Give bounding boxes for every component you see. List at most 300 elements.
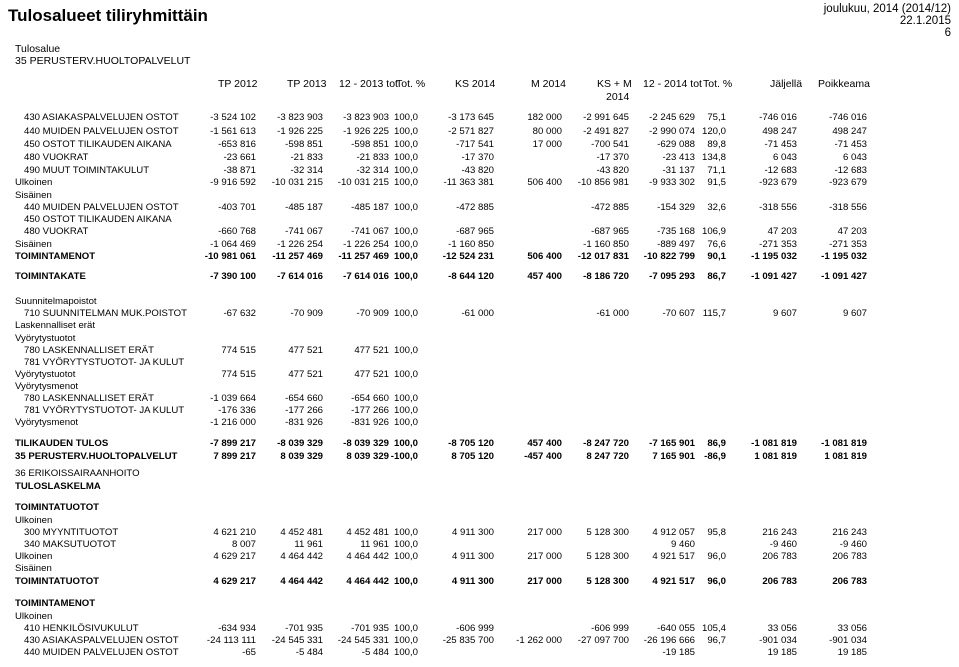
cell-value: 506 400 bbox=[527, 177, 562, 188]
cell-value: -687 965 bbox=[456, 226, 494, 237]
row-label: TULOSLASKELMA bbox=[15, 481, 101, 492]
table-row bbox=[0, 598, 959, 610]
table-row bbox=[0, 202, 959, 214]
cell-value: -5 484 bbox=[295, 647, 323, 658]
cell-value: 774 515 bbox=[221, 345, 256, 356]
cell-value: 86,7 bbox=[707, 271, 726, 282]
cell-value: 4 912 057 bbox=[652, 527, 695, 538]
cell-value: -65 bbox=[242, 647, 256, 658]
cell-value: -71 453 bbox=[764, 139, 797, 150]
cell-value: 100,0 bbox=[393, 438, 418, 449]
cell-value: -2 491 827 bbox=[583, 126, 629, 137]
cell-value: -21 833 bbox=[356, 152, 389, 163]
cell-value: -7 614 016 bbox=[343, 271, 389, 282]
cell-value: -10 822 799 bbox=[643, 251, 695, 262]
cell-value: 182 000 bbox=[527, 112, 562, 123]
cell-value: -86,9 bbox=[704, 451, 726, 462]
cell-value: -67 632 bbox=[223, 308, 256, 319]
col-header: 12 - 2013 tot bbox=[339, 78, 398, 90]
cell-value: 477 521 bbox=[288, 345, 323, 356]
table-row bbox=[0, 320, 959, 332]
cell-value: 80 000 bbox=[532, 126, 562, 137]
cell-value: -901 034 bbox=[829, 635, 867, 646]
cell-value: 217 000 bbox=[527, 527, 562, 538]
cell-value: -19 185 bbox=[662, 647, 695, 658]
cell-value: -61 000 bbox=[596, 308, 629, 319]
row-label: 780 LASKENNALLISET ERÄT bbox=[24, 345, 154, 356]
cell-value: -735 168 bbox=[657, 226, 695, 237]
table-row bbox=[0, 623, 959, 635]
cell-value: -25 835 700 bbox=[442, 635, 494, 646]
subtitle-line-2: 35 PERUSTERV.HUOLTOPALVELUT bbox=[15, 55, 191, 67]
cell-value: -701 935 bbox=[285, 623, 323, 634]
cell-value: 100,0 bbox=[393, 417, 418, 428]
table-row bbox=[0, 333, 959, 345]
row-label: 430 ASIAKASPALVELUJEN OSTOT bbox=[24, 635, 179, 646]
row-label: 450 OSTOT TILIKAUDEN AIKANA bbox=[24, 214, 172, 225]
cell-value: -26 196 666 bbox=[643, 635, 695, 646]
cell-value: -10 031 215 bbox=[337, 177, 389, 188]
cell-value: -598 851 bbox=[351, 139, 389, 150]
cell-value: 5 128 300 bbox=[586, 576, 629, 587]
row-label: Vyörytystuotot bbox=[15, 369, 76, 380]
table-row bbox=[0, 308, 959, 320]
cell-value: 100,0 bbox=[393, 647, 418, 658]
cell-value: 76,6 bbox=[707, 239, 726, 250]
cell-value: -318 556 bbox=[759, 202, 797, 213]
cell-value: -485 187 bbox=[351, 202, 389, 213]
cell-value: 95,8 bbox=[707, 527, 726, 538]
cell-value: 100,0 bbox=[393, 226, 418, 237]
cell-value: 8 039 329 bbox=[346, 451, 389, 462]
row-label: 480 VUOKRAT bbox=[24, 226, 89, 237]
cell-value: 206 783 bbox=[832, 576, 867, 587]
col-header: Poikkeama bbox=[818, 78, 870, 90]
table-row bbox=[0, 271, 959, 283]
table-row bbox=[0, 190, 959, 202]
cell-value: 100,0 bbox=[393, 576, 418, 587]
cell-value: -100,0 bbox=[390, 451, 418, 462]
cell-value: -23 661 bbox=[223, 152, 256, 163]
cell-value: -7 165 901 bbox=[649, 438, 695, 449]
cell-value: -177 266 bbox=[351, 405, 389, 416]
cell-value: 134,8 bbox=[701, 152, 726, 163]
cell-value: -2 245 629 bbox=[649, 112, 695, 123]
cell-value: -3 173 645 bbox=[448, 112, 494, 123]
cell-value: 100,0 bbox=[393, 623, 418, 634]
row-label: TOIMINTATUOTOT bbox=[15, 576, 100, 587]
row-label: Ulkoinen bbox=[15, 177, 53, 188]
cell-value: -1 195 032 bbox=[821, 251, 867, 262]
cell-value: 86,9 bbox=[707, 438, 726, 449]
cell-value: 17 000 bbox=[532, 139, 562, 150]
report-subtitle bbox=[15, 43, 190, 67]
row-label: Vyörytysmenot bbox=[15, 417, 79, 428]
cell-value: -8 247 720 bbox=[583, 438, 629, 449]
cell-value: -70 607 bbox=[662, 308, 695, 319]
cell-value: -24 545 331 bbox=[337, 635, 389, 646]
cell-value: 774 515 bbox=[221, 369, 256, 380]
cell-value: -8 039 329 bbox=[343, 438, 389, 449]
cell-value: -1 926 225 bbox=[343, 126, 389, 137]
row-label: 440 MUIDEN PALVELUJEN OSTOT bbox=[24, 202, 179, 213]
cell-value: -12 017 831 bbox=[577, 251, 629, 262]
row-label: 781 VYÖRYTYSTUOTOT- JA KULUT bbox=[24, 405, 185, 416]
table-row bbox=[0, 239, 959, 251]
cell-value: 8 007 bbox=[231, 539, 256, 550]
cell-value: -12 683 bbox=[764, 165, 797, 176]
row-label: 710 SUUNNITELMAN MUK.POISTOT bbox=[24, 308, 187, 319]
cell-value: 217 000 bbox=[527, 551, 562, 562]
cell-value: -27 097 700 bbox=[577, 635, 629, 646]
cell-value: -61 000 bbox=[461, 308, 494, 319]
cell-value: 4 464 442 bbox=[346, 551, 389, 562]
cell-value: 71,1 bbox=[707, 165, 726, 176]
cell-value: 19 185 bbox=[767, 647, 797, 658]
table-row bbox=[0, 635, 959, 647]
cell-value: -43 820 bbox=[596, 165, 629, 176]
cell-value: 96,7 bbox=[707, 635, 726, 646]
cell-value: -741 067 bbox=[351, 226, 389, 237]
cell-value: -3 823 903 bbox=[343, 112, 389, 123]
cell-value: 91,5 bbox=[707, 177, 726, 188]
row-label: TOIMINTAMENOT bbox=[15, 251, 96, 262]
cell-value: 100,0 bbox=[393, 539, 418, 550]
cell-value: 33 056 bbox=[767, 623, 797, 634]
cell-value: -5 484 bbox=[361, 647, 389, 658]
row-label: Vyörytystuotot bbox=[15, 333, 76, 344]
cell-value: -741 067 bbox=[285, 226, 323, 237]
cell-value: -24 113 111 bbox=[206, 635, 256, 646]
cell-value: -10 981 061 bbox=[204, 251, 256, 262]
date-line-2: 22.1.2015 bbox=[899, 15, 951, 27]
cell-value: 100,0 bbox=[393, 112, 418, 123]
cell-value: 120,0 bbox=[701, 126, 726, 137]
cell-value: -8 186 720 bbox=[583, 271, 629, 282]
table-row bbox=[0, 393, 959, 405]
cell-value: 4 452 481 bbox=[280, 527, 323, 538]
date-line-1: joulukuu, 2014 (2014/12) bbox=[823, 3, 951, 15]
cell-value: 6 043 bbox=[842, 152, 867, 163]
row-label: TILIKAUDEN TULOS bbox=[15, 438, 109, 449]
table-row bbox=[0, 214, 959, 226]
row-label: Ulkoinen bbox=[15, 611, 53, 622]
cell-value: -717 541 bbox=[456, 139, 494, 150]
cell-value: -7 614 016 bbox=[277, 271, 323, 282]
cell-value: -8 039 329 bbox=[277, 438, 323, 449]
cell-value: 5 128 300 bbox=[586, 527, 629, 538]
table-row bbox=[0, 405, 959, 417]
cell-value: -606 999 bbox=[456, 623, 494, 634]
table-row bbox=[0, 226, 959, 238]
cell-value: -271 353 bbox=[829, 239, 867, 250]
cell-value: -9 916 592 bbox=[210, 177, 256, 188]
cell-value: -271 353 bbox=[759, 239, 797, 250]
cell-value: 216 243 bbox=[762, 527, 797, 538]
row-label: 300 MYYNTITUOTOT bbox=[24, 527, 119, 538]
cell-value: 90,1 bbox=[707, 251, 726, 262]
cell-value: 96,0 bbox=[707, 576, 726, 587]
cell-value: -3 823 903 bbox=[277, 112, 323, 123]
cell-value: -10 031 215 bbox=[271, 177, 323, 188]
table-row bbox=[0, 551, 959, 563]
cell-value: 206 783 bbox=[762, 551, 797, 562]
cell-value: 100,0 bbox=[393, 405, 418, 416]
cell-value: 4 629 217 bbox=[213, 551, 256, 562]
cell-value: -923 679 bbox=[829, 177, 867, 188]
cell-value: -901 034 bbox=[759, 635, 797, 646]
cell-value: 4 464 442 bbox=[346, 576, 389, 587]
cell-value: 4 911 300 bbox=[451, 576, 494, 587]
table-row bbox=[0, 451, 959, 463]
col-header: TP 2012 bbox=[218, 78, 258, 90]
row-label: 430 ASIAKASPALVELUJEN OSTOT bbox=[24, 112, 179, 123]
row-label: Sisäinen bbox=[15, 190, 52, 201]
cell-value: -12 524 231 bbox=[442, 251, 494, 262]
row-label: Ulkoinen bbox=[15, 551, 53, 562]
cell-value: -9 460 bbox=[839, 539, 867, 550]
col-header: Tot. % bbox=[703, 78, 733, 90]
cell-value: 100,0 bbox=[393, 635, 418, 646]
cell-value: 100,0 bbox=[393, 271, 418, 282]
cell-value: 9 460 bbox=[670, 539, 695, 550]
cell-value: -403 701 bbox=[218, 202, 256, 213]
cell-value: -9 933 302 bbox=[649, 177, 695, 188]
col-header: KS + M bbox=[597, 78, 632, 90]
cell-value: 100,0 bbox=[393, 139, 418, 150]
cell-value: -629 088 bbox=[657, 139, 695, 150]
cell-value: 477 521 bbox=[354, 369, 389, 380]
row-label: 410 HENKILÖSIVUKULUT bbox=[24, 623, 139, 634]
row-label: 490 MUUT TOIMINTAKULUT bbox=[24, 165, 150, 176]
row-label: Ulkoinen bbox=[15, 515, 53, 526]
cell-value: -71 453 bbox=[834, 139, 867, 150]
cell-value: -7 899 217 bbox=[210, 438, 256, 449]
cell-value: -1 091 427 bbox=[751, 271, 797, 282]
cell-value: -2 571 827 bbox=[448, 126, 494, 137]
cell-value: 19 185 bbox=[837, 647, 867, 658]
cell-value: -1 226 254 bbox=[343, 239, 389, 250]
cell-value: -3 524 102 bbox=[210, 112, 256, 123]
cell-value: 100,0 bbox=[393, 239, 418, 250]
cell-value: -8 705 120 bbox=[448, 438, 494, 449]
col-header: Jäljellä bbox=[770, 78, 803, 90]
cell-value: -889 497 bbox=[657, 239, 695, 250]
cell-value: 9 607 bbox=[842, 308, 867, 319]
cell-value: -1 160 850 bbox=[448, 239, 494, 250]
cell-value: -7 390 100 bbox=[210, 271, 256, 282]
cell-value: 206 783 bbox=[832, 551, 867, 562]
cell-value: 4 921 517 bbox=[652, 551, 695, 562]
cell-value: 100,0 bbox=[393, 345, 418, 356]
cell-value: -2 991 645 bbox=[583, 112, 629, 123]
cell-value: -654 660 bbox=[285, 393, 323, 404]
row-label: 35 PERUSTERV.HUOLTOPALVELUT bbox=[15, 451, 178, 462]
cell-value: -1 561 613 bbox=[210, 126, 256, 137]
row-label: 440 MUIDEN PALVELUJEN OSTOT bbox=[24, 126, 179, 137]
cell-value: -1 064 469 bbox=[210, 239, 256, 250]
cell-value: 498 247 bbox=[832, 126, 867, 137]
row-label: TOIMINTATUOTOT bbox=[15, 502, 100, 513]
cell-value: -23 413 bbox=[662, 152, 695, 163]
cell-value: 1 081 819 bbox=[754, 451, 797, 462]
table-row bbox=[0, 251, 959, 263]
row-label: 340 MAKSUTUOTOT bbox=[24, 539, 117, 550]
cell-value: -831 926 bbox=[285, 417, 323, 428]
row-label: Suunnitelmapoistot bbox=[15, 296, 97, 307]
cell-value: -653 816 bbox=[218, 139, 256, 150]
cell-value: 32,6 bbox=[707, 202, 726, 213]
cell-value: -1 091 427 bbox=[821, 271, 867, 282]
cell-value: 498 247 bbox=[762, 126, 797, 137]
cell-value: 100,0 bbox=[393, 369, 418, 380]
row-label: 36 ERIKOISSAIRAANHOITO bbox=[15, 468, 140, 479]
cell-value: 477 521 bbox=[288, 369, 323, 380]
cell-value: -598 851 bbox=[285, 139, 323, 150]
cell-value: -831 926 bbox=[351, 417, 389, 428]
cell-value: -176 336 bbox=[218, 405, 256, 416]
cell-value: -1 081 819 bbox=[821, 438, 867, 449]
table-row bbox=[0, 563, 959, 575]
cell-value: 457 400 bbox=[527, 438, 562, 449]
cell-value: -70 909 bbox=[290, 308, 323, 319]
table-row bbox=[0, 152, 959, 164]
cell-value: 7 899 217 bbox=[213, 451, 256, 462]
cell-value: 100,0 bbox=[393, 165, 418, 176]
table-row bbox=[0, 611, 959, 623]
cell-value: 33 056 bbox=[837, 623, 867, 634]
table-row bbox=[0, 177, 959, 189]
col-header: TP 2013 bbox=[287, 78, 327, 90]
row-label: 440 MUIDEN PALVELUJEN OSTOT bbox=[24, 647, 179, 658]
cell-value: -687 965 bbox=[591, 226, 629, 237]
row-label: 780 LASKENNALLISET ERÄT bbox=[24, 393, 154, 404]
cell-value: -7 095 293 bbox=[649, 271, 695, 282]
cell-value: -1 160 850 bbox=[583, 239, 629, 250]
cell-value: 4 921 517 bbox=[652, 576, 695, 587]
cell-value: -923 679 bbox=[759, 177, 797, 188]
cell-value: 9 607 bbox=[772, 308, 797, 319]
table-row bbox=[0, 296, 959, 308]
cell-value: -1 195 032 bbox=[751, 251, 797, 262]
cell-value: -746 016 bbox=[829, 112, 867, 123]
cell-value: 4 911 300 bbox=[452, 527, 494, 538]
cell-value: 8 247 720 bbox=[586, 451, 629, 462]
cell-value: -24 545 331 bbox=[271, 635, 323, 646]
cell-value: 8 705 120 bbox=[451, 451, 494, 462]
table-row bbox=[0, 647, 959, 659]
cell-value: -43 820 bbox=[461, 165, 494, 176]
cell-value: -485 187 bbox=[285, 202, 323, 213]
cell-value: 100,0 bbox=[393, 393, 418, 404]
cell-value: 106,9 bbox=[701, 226, 726, 237]
cell-value: 100,0 bbox=[393, 177, 418, 188]
row-label: TOIMINTAKATE bbox=[15, 271, 86, 282]
cell-value: -1 926 225 bbox=[277, 126, 323, 137]
table-row bbox=[0, 515, 959, 527]
cell-value: -154 329 bbox=[657, 202, 695, 213]
cell-value: 206 783 bbox=[762, 576, 797, 587]
cell-value: -1 081 819 bbox=[751, 438, 797, 449]
cell-value: -2 990 074 bbox=[649, 126, 695, 137]
cell-value: 100,0 bbox=[393, 527, 418, 538]
cell-value: 100,0 bbox=[393, 551, 418, 562]
cell-value: 100,0 bbox=[393, 251, 418, 262]
table-row bbox=[0, 417, 959, 429]
col-header: KS 2014 bbox=[455, 78, 496, 90]
cell-value: 105,4 bbox=[701, 623, 726, 634]
cell-value: 47 203 bbox=[767, 226, 797, 237]
cell-value: -32 314 bbox=[290, 165, 323, 176]
page-number: 6 bbox=[944, 27, 951, 39]
cell-value: 4 464 442 bbox=[280, 551, 323, 562]
cell-value: 4 452 481 bbox=[346, 527, 389, 538]
cell-value: -10 856 981 bbox=[577, 177, 629, 188]
cell-value: 11 961 bbox=[360, 539, 389, 550]
row-label: Sisäinen bbox=[15, 563, 52, 574]
cell-value: 7 165 901 bbox=[652, 451, 695, 462]
cell-value: -32 314 bbox=[356, 165, 389, 176]
row-label: 480 VUOKRAT bbox=[24, 152, 89, 163]
cell-value: -472 885 bbox=[456, 202, 494, 213]
cell-value: -1 262 000 bbox=[516, 635, 562, 646]
row-label: Sisäinen bbox=[15, 239, 52, 250]
cell-value: -654 660 bbox=[351, 393, 389, 404]
cell-value: -21 833 bbox=[290, 152, 323, 163]
table-row bbox=[0, 576, 959, 588]
cell-value: -31 137 bbox=[662, 165, 695, 176]
cell-value: -1 216 000 bbox=[210, 417, 256, 428]
report-title: Tulosalueet tiliryhmittäin bbox=[8, 6, 208, 25]
table-row bbox=[0, 139, 959, 151]
cell-value: -11 363 381 bbox=[443, 177, 494, 188]
cell-value: 8 039 329 bbox=[280, 451, 323, 462]
cell-value: 6 043 bbox=[772, 152, 797, 163]
table-row bbox=[0, 502, 959, 514]
table-row bbox=[0, 126, 959, 138]
cell-value: 4 621 210 bbox=[213, 527, 256, 538]
cell-value: 4 464 442 bbox=[280, 576, 323, 587]
row-label: Laskennalliset erät bbox=[15, 320, 95, 331]
cell-value: -457 400 bbox=[524, 451, 562, 462]
cell-value: 5 128 300 bbox=[586, 551, 629, 562]
table-row bbox=[0, 369, 959, 381]
cell-value: -606 999 bbox=[591, 623, 629, 634]
cell-value: -9 460 bbox=[769, 539, 797, 550]
cell-value: -640 055 bbox=[657, 623, 695, 634]
cell-value: 75,1 bbox=[707, 112, 726, 123]
cell-value: -11 257 469 bbox=[338, 251, 389, 262]
table-row bbox=[0, 165, 959, 177]
row-label: 781 VYÖRYTYSTUOTOT- JA KULUT bbox=[24, 357, 185, 368]
cell-value: 115,7 bbox=[702, 308, 726, 319]
report-date bbox=[824, 3, 951, 39]
cell-value: -472 885 bbox=[591, 202, 629, 213]
cell-value: 457 400 bbox=[527, 271, 562, 282]
cell-value: 4 629 217 bbox=[213, 576, 256, 587]
cell-value: -8 644 120 bbox=[448, 271, 494, 282]
subtitle-line-1: Tulosalue bbox=[15, 43, 61, 55]
col-header: M 2014 bbox=[531, 78, 567, 90]
col-header: 2014 bbox=[606, 91, 630, 103]
cell-value: 11 961 bbox=[294, 539, 323, 550]
table-row bbox=[0, 481, 959, 493]
row-label: Vyörytysmenot bbox=[15, 381, 79, 392]
cell-value: 4 911 300 bbox=[452, 551, 494, 562]
row-label: 450 OSTOT TILIKAUDEN AIKANA bbox=[24, 139, 172, 150]
table-row bbox=[0, 527, 959, 539]
table-row bbox=[0, 112, 959, 124]
